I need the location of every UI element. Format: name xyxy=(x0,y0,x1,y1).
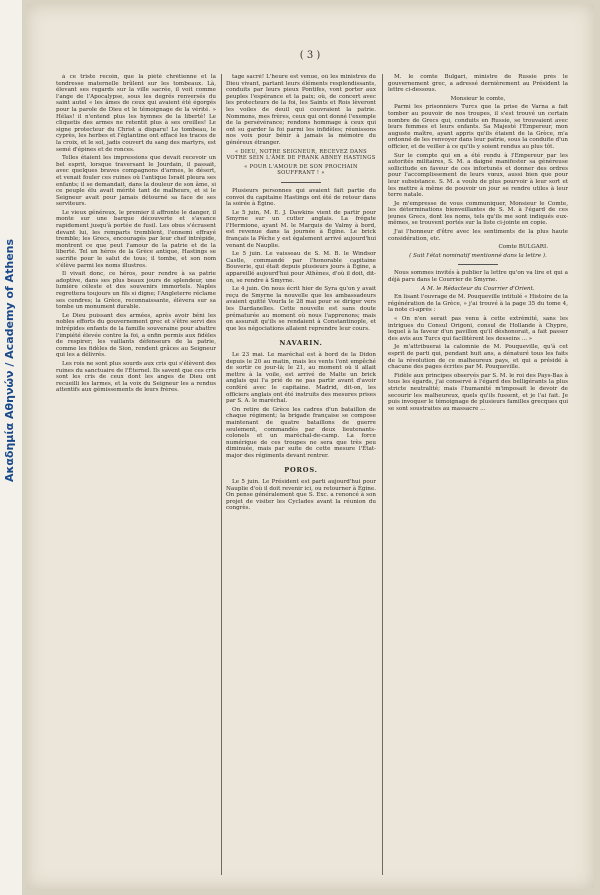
paragraph: Le 23 mai. Le maréchal est à bord de la Didon depuis le 20 au matin, mais les vents l'ont empêché de sortir ce jour-là; le 21, au moment où il allait mettre à la voile, est arrivé de Malte un brick anglais qui l'a prié de ne pas partir avant d'avoir conféré avec le capitaine. Madrid, dit-on, les officiers anglais ont été instruits des mesures prises par S. A. le maréchal. xyxy=(226,351,376,405)
signature: Comte BULGARI. xyxy=(498,244,548,251)
newspaper-page xyxy=(26,4,594,889)
paragraph: Le 5 juin. Le vaisseau de S. M. B. le Windsor Castle, commandé par l'honorable capitaine Bouverie, qui était depuis plusieurs jours à Égine, a appareillé aujourd'hui pour Athènes, d'où il doit, dit-on, se rendre à Smyrne. xyxy=(226,251,376,284)
salutation: Monsieur le comte, xyxy=(450,95,506,102)
column-divider xyxy=(221,74,222,875)
section-heading-navarin: NAVARIN. xyxy=(279,339,323,348)
paragraph: Le vieux généreux, le premier il affronte le danger, il monte sur une barque découverte et s'avance rapidement jusqu'à portée de fusil. Les obus s'écrasent devant lui, les remparts tremblent, l'ennemi effrayé tremble; les Grecs, encouragés par leur chef intrépide, montrent ce que peut l'amour de la patrie et de la liberté. Tel un héros de la Grèce antique, Hastings se sacrifie pour le salut de tous; il tombe, et son nom s'élève parmi les noms illustres. xyxy=(56,209,216,269)
paragraph: Parmi les prisonniers Turcs que la prise de Varna a fait tomber au pouvoir de nos troupes, il s'est trouvé un certain nombre de Grecs qui, conduits en Russie, se trouvaient avec leurs femmes et leurs enfants. Sa Majesté l'Empereur, mon auguste maître, ayant appris qu'ils étaient de la Grèce, m'a ordonné de les renvoyer dans leur patrie, sous la conduite d'un officier, et de veiller à ce qu'ils y soient rendus au plus tôt. xyxy=(388,104,568,150)
column-middle xyxy=(226,74,376,877)
editorial-note: ( Suit l'état nominatif mentionné dans la lettre ). xyxy=(409,252,547,259)
watermark-text: Ακαδημία Αθηνών / Academy of Athens xyxy=(3,238,16,482)
column-left xyxy=(56,74,216,877)
paragraph: Fidèle aux principes observés par S. M. le roi des Pays-Bas à tous les égards, j'ai conservé à l'égard des belligérants la plus stricte neutralité; mais l'humanité m'imposait le devoir de secourir les malheureux, quels qu'ils fussent, et je l'ai fait. Je puis invoquer le témoignage de plusieurs familles grecques qui se sont soustraites au massacre ... xyxy=(388,372,568,412)
prayer-line: « POUR L'AMOUR DE SON PROCHAIN SOUFFRANT ! » xyxy=(244,163,358,177)
paragraph: Les rois ne sont plus sourds aux cris qui s'élèvent des ruines du sanctuaire de l'Éternel. Ils savent que ces cris sont les cris de ceux dont les anges de Dieu ont recueilli les larmes, et la voix du Seigneur les a rendus attentifs aux gémissements de leurs frères. xyxy=(56,360,216,394)
column-divider xyxy=(382,74,383,875)
page-number: ( 3 ) xyxy=(299,50,321,61)
paragraph: Le Dieu puissant des armées, après avoir béni les nobles efforts du gouvernement grec et s'être servi des intrépides enfants de la famille souveraine pour abattre l'impiété élevée contre la foi, a enfin permis aux fidèles de respirer; les vaillants défenseurs de la patrie, comme les fidèles de Sion, rendent grâces au Seigneur qui les a délivrés. xyxy=(56,312,216,359)
paragraph: Sur le compte qui en a été rendu à l'Empereur par les autorités militaires, S. M. a daigné manifester sa généreuse sollicitude en faveur de ces infortunés et donner des ordres pour l'accomplissement de leurs vœux, aussi bien que pour leur subsistance. S. M. a voulu de plus pourvoir à leur sort et les mettre à même de pouvoir un jour se rendre utiles à leur terre natale. xyxy=(388,152,568,199)
paragraph: Je m'empresse de vous communiquer, Monsieur le Comte, les déterminations bienveillantes de S. M. à l'égard de ces jeunes Grecs, dont les noms, tels qu'ils me sont indiqués eux-mêmes, se trouvent portés sur la liste ci-jointe en copie. xyxy=(388,200,568,227)
section-heading-poros: POROS. xyxy=(284,466,318,475)
paragraph: Plusieurs personnes qui avaient fait partie du convoi du capitaine Hastings ont été de retour dans la soirée à Égine. xyxy=(226,187,376,208)
paragraph: Le 5 juin, M. E. J. Dawkins vient de partir pour Smyrne sur un cutter anglais. La frégate l'Hermione, ayant M. le Marquis de Valmy à bord, est revenue dans la journée à Égine. Le brick français la Pêche y est également arrivé aujourd'hui venant de Nauplie. xyxy=(226,209,376,249)
paragraph: Je m'attribuerai la calomnie de M. Pouqueville, qu'à cet esprit de parti qui, pendant huit ans, a dénaturé tous les faits de la révolution de ce malheureux pays, et qui a présidé à chacune des pages écrites par M. Pouqueville. xyxy=(388,344,568,371)
paragraph: Il vivait donc, ce héros, pour rendre à sa patrie adoptive, dans ses plus beaux jours de splendeur, une lumière céleste et des souvenirs immortels. Naples regrettera toujours un fils si digne; l'Angleterre réclame ses cendres; la Grèce, reconnaissante, élèvera sur sa tombe un monument durable. xyxy=(56,271,216,311)
prayer-line: « DIEU, NOTRE SEIGNEUR, RECEVEZ DANS VOTRE SEIN L'ÂME DE FRANK ABNEY HASTINGS xyxy=(226,148,376,162)
paragraph: Nous sommes invités à publier la lettre qu'on va lire et qui a déjà paru dans le Courrier de Smyrne. xyxy=(388,270,568,284)
section-divider xyxy=(281,182,321,183)
paragraph: J'ai l'honneur d'être avec les sentiments de la plus haute considération, etc. xyxy=(388,229,568,242)
paragraph: Telles étaient les impressions que devait recevoir un bel esprit, lorsque traversant le Jourdain, il passait, avec quelques braves compagnons d'armes, le désert, et venait fouler ces ruines où l'antique Israël pleura ses enfants; il se demandait, dans la douleur de son âme, si ce peuple élu avait mérité tant de malheurs, et si le Seigneur avait pour jamais détourné sa face de ses serviteurs. xyxy=(56,155,216,208)
paragraph: Le 4 juin. On nous écrit hier de Syra qu'on y avait reçu de Smyrne la nouvelle que les ambassadeurs avaient quitté Vourla le 28 mai pour se diriger vers les Dardanelles. Cette nouvelle est sans doute prématurée au moment où nous l'apprenons; mais on assurait qu'ils se rendaient à Constantinople, et que les négociations allaient reprendre leur cours. xyxy=(226,286,376,332)
paragraph: « On n'en serait pas venu à cette extrémité, sans les intrigues du Consul Origoni, consul de Hollande à Chypre, lequel à la faveur d'un pavillon qu'il déshonorait, a fait passer des avis aux Turcs qui facilitèrent les desseins ... » xyxy=(388,316,568,342)
paragraph: En lisant l'ouvrage de M. Pouqueville intitulé « Histoire de la régénération de la Grèce, » j'ai trouvé à la page 35 du tome 4, la note ci-après : xyxy=(388,294,568,314)
paragraph: à ce triste recoin, que la piété chrétienne et la tendresse maternelle brûlent sur les tombeaux. Là, élevant ses regards sur la ville sacrée, il voit comme l'ange de l'Apocalypse, sous les degrés renversés du saint autel « les âmes de ceux qui avaient été égorgés pour la parole de Dieu et le témoignage de la vérité. » Hélas! il n'entend plus les hymnes de la liberté! Le cliquetis des armes ne retentit plus à ses oreilles! Le signe protecteur du Christ a disparu! Le tombeau, le cyprès, les herbes et l'églantine ont effacé les traces de la croix, et le sol, jadis couvert du sang des martyrs, est semé d'épines et de ronces. xyxy=(56,74,216,153)
paragraph: Le 5 juin. Le Président est parti aujourd'hui pour Nauplie d'où il doit revenir ici, ou retourner à Égine. On pense généralement que S. Exc. a renoncé à son projet de visiter les Cyclades avant la réunion du congrès. xyxy=(226,479,376,512)
letter-addressee: A M. le Rédacteur du Courrier d'Orient. xyxy=(421,285,535,292)
paragraph: M. le comte Bulgari, ministre de Russie près le gouvernement grec, a adressé dernièrement au Président la lettre ci-dessous. xyxy=(388,74,568,94)
column-right xyxy=(388,74,568,877)
book-spine xyxy=(0,0,22,895)
section-divider xyxy=(458,264,498,265)
paragraph: On retire de Grèce les cadres d'un bataillon de chaque régiment; la brigade française se compose maintenant de quatre bataillons de guerre seulement, commandés par deux lieutenants-colonels et un maréchal-de-camp. La force numérique de ces troupes ne sera que très peu diminuée, mais par suite de cette mesure l'État-major des régiments devant rentrer. xyxy=(226,406,376,459)
paragraph: tage sacré! L'heure est venue, où les ministres du Dieu vivant, partant leurs éléments resplendissants, conduits par leurs pieux Pontifes, vont porter aux peuples l'espérance et la paix; où, de concert avec les protecteurs de la foi, les Saints et Rois lèveront les voiles de deuil qui couvraient la patrie. Nommons, mes frères, ceux qui ont donné l'exemple de la persévérance; rendons hommage à ceux qui ont su garder la foi parmi les infidèles; réunissons nos voix pour bénir à jamais la mémoire du généreux étranger. xyxy=(226,74,376,146)
